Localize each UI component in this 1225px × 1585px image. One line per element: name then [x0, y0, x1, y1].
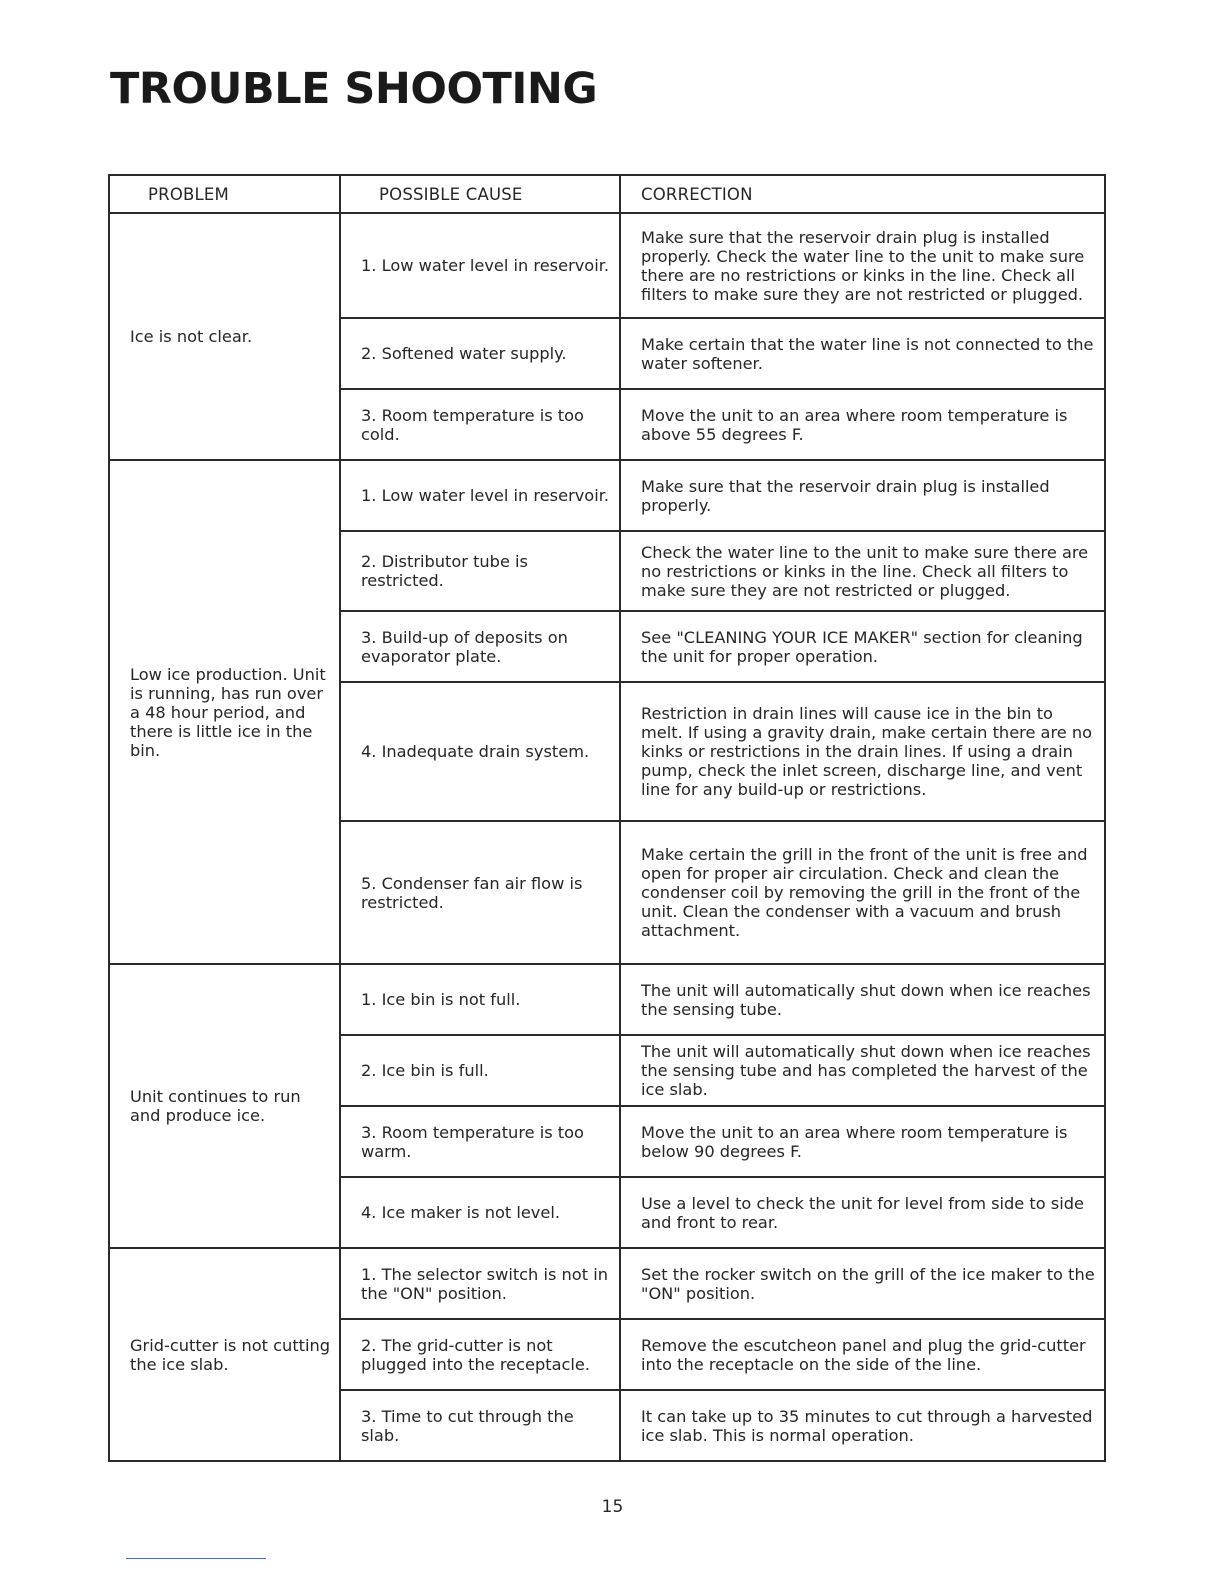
correction-cell: Move the unit to an area where room temperature is above 55 degrees F.	[620, 389, 1105, 460]
table-row	[109, 1248, 1105, 1319]
correction-cell: Make certain the grill in the front of the unit is free and open for proper air circulation. Check and clean the condenser coil by removing the grill in the front of the unit. Clean the condenser with a vacuum and brush attachment.	[620, 821, 1105, 964]
cause-cell: 1. The selector switch is not in the "ON" position.	[340, 1248, 620, 1319]
cause-cell: 5. Condenser fan air flow is restricted.	[340, 821, 620, 964]
cause-cell: 4. Ice maker is not level.	[340, 1177, 620, 1248]
cause-cell: 3. Room temperature is too warm.	[340, 1106, 620, 1177]
correction-cell: The unit will automatically shut down when ice reaches the sensing tube.	[620, 964, 1105, 1035]
header-correction: CORRECTION	[620, 175, 1105, 213]
table-body	[109, 213, 1105, 1461]
problem-cell: Grid-cutter is not cutting the ice slab.	[109, 1248, 340, 1461]
cause-cell: 3. Time to cut through the slab.	[340, 1390, 620, 1461]
correction-cell: It can take up to 35 minutes to cut through a harvested ice slab. This is normal operation.	[620, 1390, 1105, 1461]
cause-cell: 2. Softened water supply.	[340, 318, 620, 389]
header-problem: PROBLEM	[109, 175, 340, 213]
correction-cell: Check the water line to the unit to make sure there are no restrictions or kinks in the line. Check all filters to make sure they are not restricted or plugged.	[620, 531, 1105, 611]
correction-cell: Make sure that the reservoir drain plug is installed properly. Check the water line to the unit to make sure there are no restrictions or kinks in the line. Check all filters to make sure they are not restricted or plugged.	[620, 213, 1105, 318]
correction-cell: Remove the escutcheon panel and plug the grid-cutter into the receptacle on the side of the line.	[620, 1319, 1105, 1390]
cause-cell: 3. Room temperature is too cold.	[340, 389, 620, 460]
cause-cell: 1. Low water level in reservoir.	[340, 460, 620, 531]
header-possible-cause: POSSIBLE CAUSE	[340, 175, 620, 213]
correction-cell: Move the unit to an area where room temperature is below 90 degrees F.	[620, 1106, 1105, 1177]
cause-cell: 2. Ice bin is full.	[340, 1035, 620, 1106]
table-row	[109, 964, 1105, 1035]
correction-cell: Make sure that the reservoir drain plug is installed properly.	[620, 460, 1105, 531]
correction-cell: Restriction in drain lines will cause ice in the bin to melt. If using a gravity drain, make certain there are no kinks or restrictions in the drain lines. If using a drain pump, check the inlet screen, discharge line, and vent line for any build-up or restrictions.	[620, 682, 1105, 821]
correction-cell: The unit will automatically shut down when ice reaches the sensing tube and has completed the harvest of the ice slab.	[620, 1035, 1105, 1106]
table-row	[109, 460, 1105, 531]
cause-cell: 1. Low water level in reservoir.	[340, 213, 620, 318]
cause-cell: 4. Inadequate drain system.	[340, 682, 620, 821]
table-header-row	[109, 175, 1105, 213]
correction-cell: See "CLEANING YOUR ICE MAKER" section for cleaning the unit for proper operation.	[620, 611, 1105, 682]
troubleshooting-table	[108, 174, 1106, 1462]
correction-cell: Set the rocker switch on the grill of the ice maker to the "ON" position.	[620, 1248, 1105, 1319]
footer-link-line	[126, 1558, 266, 1559]
page-title: TROUBLE SHOOTING	[110, 64, 598, 114]
correction-cell: Use a level to check the unit for level from side to side and front to rear.	[620, 1177, 1105, 1248]
cause-cell: 2. Distributor tube is restricted.	[340, 531, 620, 611]
problem-cell: Low ice production. Unit is running, has run over a 48 hour period, and there is little ice in the bin.	[109, 460, 340, 964]
cause-cell: 3. Build-up of deposits on evaporator plate.	[340, 611, 620, 682]
correction-cell: Make certain that the water line is not connected to the water softener.	[620, 318, 1105, 389]
cause-cell: 1. Ice bin is not full.	[340, 964, 620, 1035]
table-row	[109, 213, 1105, 318]
problem-cell: Ice is not clear.	[109, 213, 340, 460]
problem-cell: Unit continues to run and produce ice.	[109, 964, 340, 1248]
page-number: 15	[601, 1497, 624, 1517]
cause-cell: 2. The grid-cutter is not plugged into the receptacle.	[340, 1319, 620, 1390]
